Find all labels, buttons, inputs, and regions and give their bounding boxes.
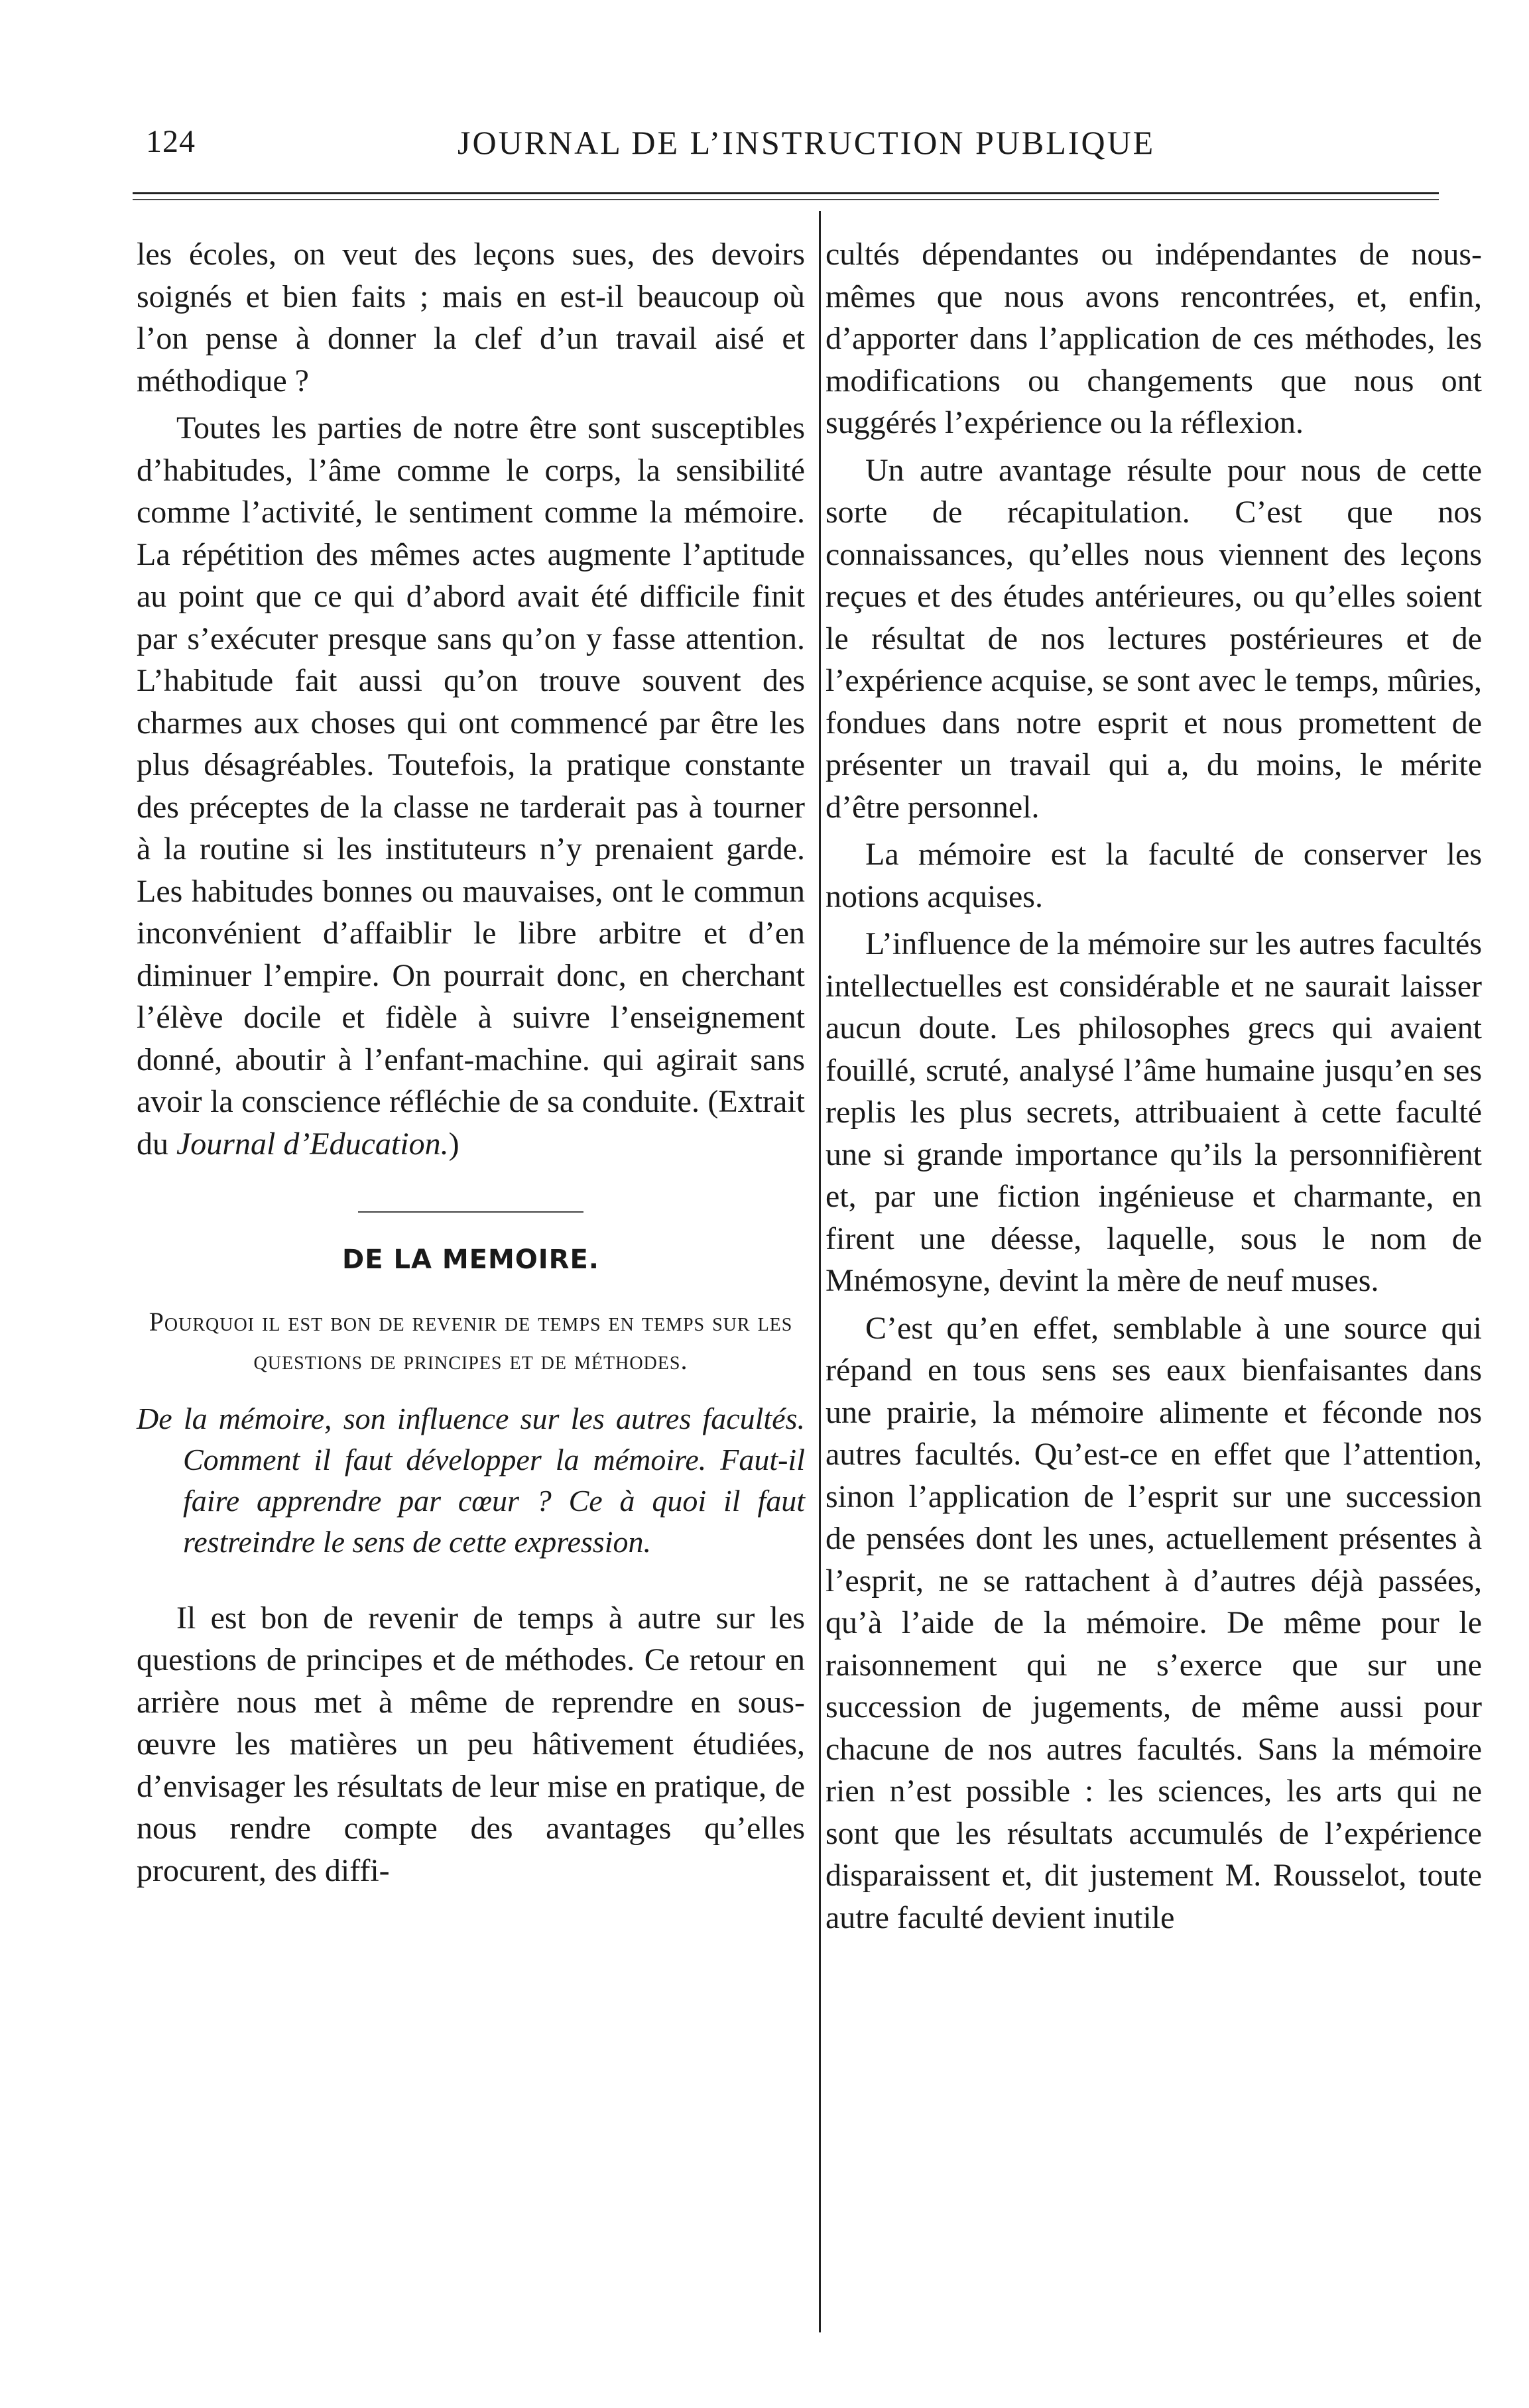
paragraph-continued-right: cultés dépendantes ou indépendantes de nous-mêmes que nous avons rencontrées, et, enfin, d’apporter dans l’application de ces méthodes, les modifications ou changements que nous ont suggérés l’expérience ou la réflexion. <box>826 237 1482 440</box>
paragraph-continued: les écoles, on veut des leçons sues, des devoirs soignés et bien faits ; mais en est-il beaucoup où l’on pense à donner la clef d’un travail aisé et méthodique ? <box>137 237 805 398</box>
paragraph-definition: La mémoire est la faculté de conserver les notions acquises. <box>826 837 1482 914</box>
page-number: 124 <box>146 124 196 159</box>
section-separator <box>358 1211 583 1213</box>
header-rule <box>133 192 1439 194</box>
paragraph-intro: Il est bon de revenir de temps à autre sur les questions de principes et de méthodes. Ce retour en arrière nous met à même de reprendre en sous-œuvre les matières un peu hâtivement étudiées, d’envisager les résultats de leur mise en pratique, de nous rendre compte des avantages qu’elles procurent, des diffi- <box>137 1600 805 1888</box>
left-column <box>137 233 805 1892</box>
journal-title: JOURNAL DE L’INSTRUCTION PUBLIQUE <box>458 124 1156 161</box>
paragraph-influence: L’influence de la mémoire sur les autres facultés intellectuelles est considérable et ne saurait laisser aucun doute. Les philosophes grecs qui avaient fouillé, scruté, analysé l’âme humaine jusqu’en ses replis les plus secrets, attribuaient à cette faculté une si grande importance qu’ils la personnifièrent et, par une fiction ingénieuse et charmante, en firent une déesse, laquelle, sous le nom de Mnémosyne, devint la mère de neuf muses. <box>826 926 1482 1298</box>
paragraph-habitudes-text: Toutes les parties de notre être sont susceptibles d’habitudes, l’âme comme le corps, la sensibilité comme l’activité, le sentiment comme la mémoire. La répétition des mêmes actes augmente l’aptitude au point que ce qui d’abord avait été difficile finit par s’exécuter presque sans qu’on y fasse attention. L’habitude fait aussi qu’on trouve souvent des charmes aux choses qui ont commencé par être les plus désagréables. Toutefois, la pratique constante des préceptes de la classe ne tarderait pas à tourner à la routine si les instituteurs n’y prenaient garde. Les habitudes bonnes ou mauvaises, ont le commun inconvénient d’affaiblir le libre arbitre et d’en diminuer l’empire. On pourrait donc, en cherchant l’élève docile et fidèle à suivre l’enseignement donné, aboutir à l’enfant-machine. qui agirait sans avoir la conscience réfléchie de sa conduite. (Extrait du <box>137 410 805 1162</box>
right-column <box>826 233 1482 1939</box>
paragraph-habitudes <box>137 407 805 1165</box>
header-rule-thin <box>133 199 1439 200</box>
section-title: DE LA MEMOIRE. <box>342 1244 599 1275</box>
paragraph-avantage: Un autre avantage résulte pour nous de cette sorte de récapitulation. C’est que nos connaissances, qu’elles nous viennent des leçons reçues et des études antérieures, ou qu’elles soient le résultat de nos lectures postérieures et de l’expérience acquise, se sont avec le temps, mûries, fondues dans notre esprit et nous promettent de présenter un travail qui a, du moins, le mérite d’être personnel. <box>826 452 1482 825</box>
running-head <box>146 123 1247 176</box>
closing-paren: ) <box>448 1126 459 1162</box>
column-divider <box>819 211 821 2332</box>
section-subtitle: Pourquoi il est bon de revenir de temps en temps sur les questions de principes et de méthodes. <box>149 1306 793 1375</box>
section-summary: De la mémoire, son influence sur les autres facultés. Comment il faut développer la mémoire. Faut-il faire apprendre par cœur ? Ce à quoi il faut restreindre le sens de cette expression. <box>137 1401 805 1559</box>
paragraph-source: C’est qu’en effet, semblable à une source qui répand en tous sens ses eaux bienfaisantes dans une prairie, la mémoire alimente et féconde nos autres facultés. Qu’est-ce en effet que l’attention, sinon l’application de l’esprit sur une succession de pensées dont les unes, actuellement présentes à l’esprit, ne se rattachent à d’autres déjà passées, qu’à l’aide de la mémoire. De même pour le raisonnement qui ne s’exerce que sur une succession de jugements, de même aussi pour chacune de nos autres facultés. Sans la mémoire rien n’est possible : les sciences, les arts qui ne sont que les résultats accumulés de l’expérience disparaissent et, dit justement M. Rousselot, toute autre faculté devient inutile <box>826 1310 1482 1935</box>
source-title: Journal d’Education. <box>176 1126 449 1162</box>
